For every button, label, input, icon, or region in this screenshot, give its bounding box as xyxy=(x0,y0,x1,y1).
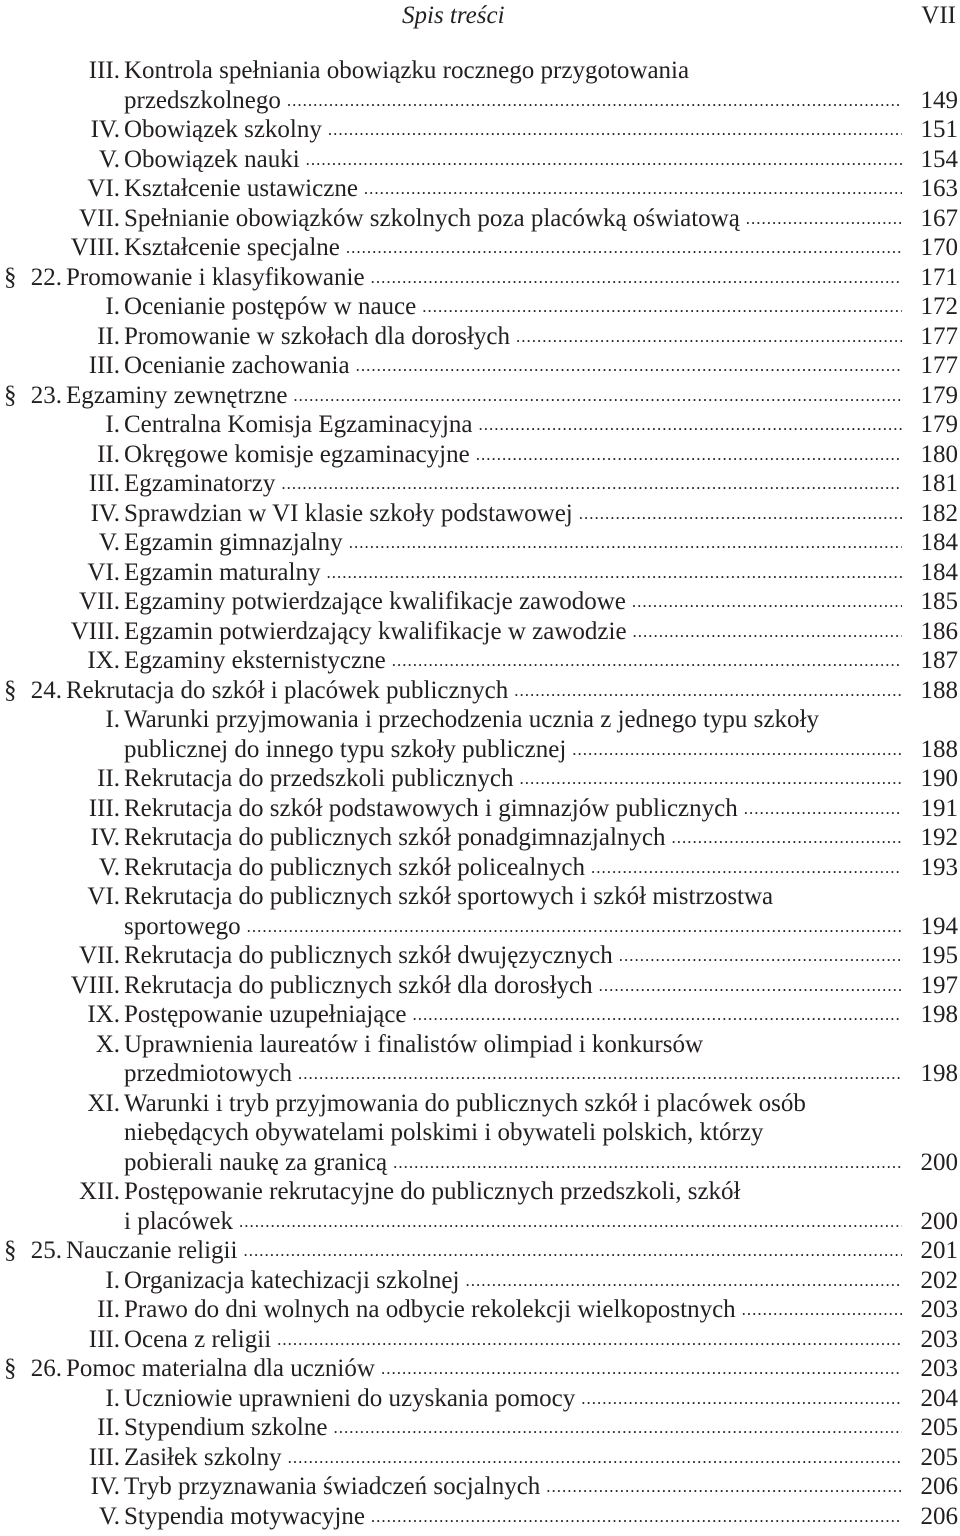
entry-number: I. xyxy=(105,411,120,438)
entry-number: 25. xyxy=(30,1237,62,1264)
toc-subentry xyxy=(0,823,960,853)
dot-leader xyxy=(381,1354,902,1384)
page-reference: 170 xyxy=(920,234,958,261)
page-reference: 206 xyxy=(920,1473,958,1500)
dot-leader xyxy=(579,499,902,529)
entry-number: II. xyxy=(97,1296,120,1323)
dot-leader xyxy=(393,1148,902,1178)
page-reference: 202 xyxy=(920,1266,958,1294)
page-reference: 182 xyxy=(920,499,958,527)
page-reference: 154 xyxy=(920,145,958,173)
page-reference: 187 xyxy=(920,647,958,674)
toc-subentry xyxy=(0,1118,960,1148)
entry-title: Rekrutacja do publicznych szkół policealnych xyxy=(124,853,585,881)
running-title: Spis treści xyxy=(402,2,505,29)
page-reference: 203 xyxy=(920,1325,958,1353)
page-reference: 204 xyxy=(920,1384,958,1412)
page-reference: 167 xyxy=(920,204,958,232)
entry-number: III. xyxy=(88,57,120,84)
page-reference: 185 xyxy=(920,588,958,615)
page-reference: 200 xyxy=(920,1207,958,1235)
toc-subentry xyxy=(0,1266,960,1296)
entry-number: IV. xyxy=(90,116,120,143)
entry-number: VI. xyxy=(87,558,120,586)
section-sign: § xyxy=(4,676,17,704)
entry-number: I. xyxy=(105,706,120,733)
dot-leader xyxy=(572,735,902,765)
entry-title: Spełnianie obowiązków szkolnych poza placówką oświatową xyxy=(124,204,740,232)
entry-title: Rekrutacja do publicznych szkół ponadgimnazjalnych xyxy=(124,824,666,851)
toc-subentry xyxy=(0,1148,960,1178)
page-reference: 149 xyxy=(920,86,958,114)
entry-title: Kontrola spełniania obowiązku rocznego przygotowania xyxy=(124,57,690,84)
entry-number: 23. xyxy=(30,381,62,409)
toc-section-entry xyxy=(0,1354,960,1384)
section-sign: § xyxy=(4,381,17,409)
entry-number: V. xyxy=(98,853,120,881)
entry-number: IV. xyxy=(90,1473,120,1500)
toc-subentry xyxy=(0,1089,960,1119)
section-sign: § xyxy=(4,1355,17,1382)
page-reference: 177 xyxy=(920,322,958,350)
entry-number: 24. xyxy=(30,676,62,704)
toc-subentry xyxy=(0,115,960,145)
dot-leader xyxy=(619,941,902,971)
entry-number: II. xyxy=(97,440,120,468)
entry-title: Rekrutacja do publicznych szkół sportowych i szkół mistrzostwa xyxy=(124,883,774,910)
toc-subentry xyxy=(0,1059,960,1089)
entry-number: VIII. xyxy=(70,617,120,645)
dot-leader xyxy=(239,1207,902,1237)
dot-leader xyxy=(326,558,902,588)
dot-leader xyxy=(479,410,903,440)
entry-number: III. xyxy=(88,1443,120,1471)
entry-number: I. xyxy=(105,1266,120,1294)
toc-subentry xyxy=(0,853,960,883)
entry-number: 22. xyxy=(30,263,62,291)
toc-subentry xyxy=(0,705,960,735)
entry-title: Kształcenie specjalne xyxy=(124,234,340,261)
entry-number: VII. xyxy=(79,942,120,969)
page-reference: 180 xyxy=(920,440,958,468)
entry-title: Promowanie w szkołach dla dorosłych xyxy=(124,322,511,350)
dot-leader xyxy=(277,1325,902,1355)
running-header xyxy=(0,0,960,34)
table-of-contents xyxy=(0,56,960,1531)
page-reference: 171 xyxy=(920,263,958,291)
entry-title: Organizacja katechizacji szkolnej xyxy=(124,1266,460,1294)
entry-title: Egzamin maturalny xyxy=(124,558,321,586)
entry-title: Stypendium szkolne xyxy=(124,1414,328,1441)
dot-leader xyxy=(392,646,902,676)
entry-number: IV. xyxy=(90,824,120,851)
entry-title: Tryb przyznawania świadczeń socjalnych xyxy=(124,1473,541,1500)
toc-subentry xyxy=(0,735,960,765)
dot-leader xyxy=(364,174,902,204)
entry-title: Sprawdzian w VI klasie szkoły podstawowej xyxy=(124,499,573,527)
entry-title: Okręgowe komisje egzaminacyjne xyxy=(124,440,470,468)
toc-subentry xyxy=(0,912,960,942)
entry-number: I. xyxy=(105,293,120,320)
entry-title: Prawo do dni wolnych na odbycie rekolekcji wielkopostnych xyxy=(124,1296,736,1323)
entry-title: niebędących obywatelami polskimi i obywateli polskich, którzy xyxy=(124,1119,764,1146)
entry-title: Uczniowie uprawnieni do uzyskania pomocy xyxy=(124,1384,576,1412)
entry-title: Rekrutacja do szkół podstawowych i gimnazjów publicznych xyxy=(124,794,738,822)
toc-subentry xyxy=(0,1384,960,1414)
entry-number: V. xyxy=(98,145,120,173)
toc-subentry xyxy=(0,322,960,352)
entry-title: Warunki i tryb przyjmowania do publicznych szkół i placówek osób xyxy=(124,1089,806,1117)
dot-leader xyxy=(465,1266,902,1296)
dot-leader xyxy=(306,145,902,175)
entry-title: Pomoc materialna dla uczniów xyxy=(66,1355,375,1382)
page-reference: 179 xyxy=(920,411,958,438)
entry-number: VIII. xyxy=(70,234,120,261)
dot-leader xyxy=(413,1000,902,1030)
page-reference: 188 xyxy=(920,676,958,704)
dot-leader xyxy=(281,469,902,499)
page-reference: 191 xyxy=(920,794,958,822)
entry-title: publicznej do innego typu szkoły publicznej xyxy=(124,735,567,763)
toc-subentry xyxy=(0,1030,960,1060)
entry-title: Zasiłek szkolny xyxy=(124,1443,282,1471)
page-reference: 192 xyxy=(920,824,958,851)
toc-subentry xyxy=(0,292,960,322)
dot-leader xyxy=(599,971,902,1001)
entry-number: I. xyxy=(105,1384,120,1412)
dot-leader xyxy=(516,322,902,352)
toc-subentry xyxy=(0,794,960,824)
dot-leader xyxy=(346,233,902,263)
entry-title: Ocenianie postępów w nauce xyxy=(124,293,417,320)
toc-subentry xyxy=(0,1502,960,1532)
entry-title: Egzamin gimnazjalny xyxy=(124,529,343,556)
entry-title: przedmiotowych xyxy=(124,1060,293,1087)
dot-leader xyxy=(349,528,902,558)
entry-number: V. xyxy=(98,529,120,556)
page-reference: 201 xyxy=(920,1237,958,1264)
dot-leader xyxy=(746,204,902,234)
toc-subentry xyxy=(0,1413,960,1443)
section-sign: § xyxy=(4,1237,17,1264)
toc-subentry xyxy=(0,1000,960,1030)
toc-subentry xyxy=(0,764,960,794)
dot-leader xyxy=(633,617,902,647)
dot-leader xyxy=(742,1295,902,1325)
page-reference: 198 xyxy=(920,1060,958,1087)
entry-number: VII. xyxy=(79,204,120,232)
page-reference: 206 xyxy=(920,1502,958,1530)
page-reference: 186 xyxy=(920,617,958,645)
section-sign: § xyxy=(4,263,17,291)
toc-subentry xyxy=(0,617,960,647)
dot-leader xyxy=(519,764,902,794)
dot-leader xyxy=(288,1443,902,1473)
page-reference: 188 xyxy=(920,735,958,763)
entry-title: Rekrutacja do przedszkoli publicznych xyxy=(124,765,514,792)
toc-subentry xyxy=(0,410,960,440)
entry-title: Nauczanie religii xyxy=(66,1237,238,1264)
page-reference: 205 xyxy=(920,1443,958,1471)
dot-leader xyxy=(546,1472,902,1502)
dot-leader xyxy=(632,587,902,617)
entry-title: Promowanie i klasyfikowanie xyxy=(66,263,365,291)
toc-subentry xyxy=(0,469,960,499)
page-reference: 194 xyxy=(920,912,958,940)
dot-leader xyxy=(371,1502,902,1532)
page-reference: 203 xyxy=(920,1355,958,1382)
entry-title: Egzaminy eksternistyczne xyxy=(124,647,386,674)
entry-number: IX. xyxy=(87,647,120,674)
toc-subentry xyxy=(0,528,960,558)
toc-subentry xyxy=(0,499,960,529)
page-reference: 198 xyxy=(920,1001,958,1028)
entry-title: Egzaminy zewnętrzne xyxy=(66,381,288,409)
toc-section-entry xyxy=(0,1236,960,1266)
entry-title: Egzaminatorzy xyxy=(124,470,276,497)
entry-number: III. xyxy=(88,352,120,379)
toc-subentry xyxy=(0,558,960,588)
entry-title: Stypendia motywacyjne xyxy=(124,1502,365,1530)
toc-subentry xyxy=(0,1443,960,1473)
dot-leader xyxy=(514,676,902,706)
dot-leader xyxy=(333,1413,902,1443)
toc-subentry xyxy=(0,941,960,971)
page-reference: 193 xyxy=(920,853,958,881)
toc-subentry xyxy=(0,882,960,912)
toc-subentry xyxy=(0,1295,960,1325)
dot-leader xyxy=(247,912,902,942)
toc-subentry xyxy=(0,1472,960,1502)
entry-title: Rekrutacja do publicznych szkół dla dorosłych xyxy=(124,971,593,999)
entry-title: przedszkolnego xyxy=(124,86,281,114)
page-reference: 200 xyxy=(920,1148,958,1176)
toc-subentry xyxy=(0,145,960,175)
entry-number: III. xyxy=(88,1325,120,1353)
entry-title: i placówek xyxy=(124,1207,233,1235)
entry-title: Rekrutacja do szkół i placówek publicznych xyxy=(66,676,509,704)
page-reference: 203 xyxy=(920,1296,958,1323)
page-reference: 163 xyxy=(920,175,958,202)
page-reference: 181 xyxy=(920,470,958,497)
entry-number: 26. xyxy=(30,1355,62,1382)
entry-title: Obowiązek nauki xyxy=(124,145,300,173)
entry-number: VI. xyxy=(87,883,120,910)
entry-number: VI. xyxy=(87,175,120,202)
toc-subentry xyxy=(0,1325,960,1355)
toc-subentry xyxy=(0,86,960,116)
dot-leader xyxy=(287,86,902,116)
entry-title: Uprawnienia laureatów i finalistów olimpiad i konkursów xyxy=(124,1030,704,1058)
entry-title: Kształcenie ustawiczne xyxy=(124,175,358,202)
dot-leader xyxy=(591,853,902,883)
dot-leader xyxy=(243,1236,902,1266)
page-reference: 195 xyxy=(920,942,958,969)
entry-title: Obowiązek szkolny xyxy=(124,116,322,143)
dot-leader xyxy=(672,823,903,853)
page-reference: 184 xyxy=(920,558,958,586)
page-reference: 172 xyxy=(920,293,958,320)
entry-title: Egzamin potwierdzający kwalifikacje w zawodzie xyxy=(124,617,627,645)
toc-subentry xyxy=(0,1207,960,1237)
entry-title: pobierali naukę za granicą xyxy=(124,1148,388,1176)
toc-section-entry xyxy=(0,676,960,706)
entry-number: III. xyxy=(88,470,120,497)
toc-subentry xyxy=(0,1177,960,1207)
entry-number: II. xyxy=(97,1414,120,1441)
entry-number: V. xyxy=(98,1502,120,1530)
toc-section-entry xyxy=(0,381,960,411)
dot-leader xyxy=(328,115,902,145)
page-reference: 151 xyxy=(920,116,958,143)
toc-subentry xyxy=(0,587,960,617)
entry-title: Warunki przyjmowania i przechodzenia ucznia z jednego typu szkoły xyxy=(124,706,819,733)
entry-title: Rekrutacja do publicznych szkół dwujęzycznych xyxy=(124,942,613,969)
entry-number: II. xyxy=(97,765,120,792)
dot-leader xyxy=(293,381,902,411)
toc-subentry xyxy=(0,174,960,204)
entry-title: Centralna Komisja Egzaminacyjna xyxy=(124,411,473,438)
page-reference: 179 xyxy=(920,381,958,409)
entry-title: Ocenianie zachowania xyxy=(124,352,350,379)
entry-number: IV. xyxy=(90,499,120,527)
entry-title: sportowego xyxy=(124,912,241,940)
page-reference: 197 xyxy=(920,971,958,999)
toc-subentry xyxy=(0,971,960,1001)
page-reference: 177 xyxy=(920,352,958,379)
entry-number: IX. xyxy=(87,1001,120,1028)
page-reference: 190 xyxy=(920,765,958,792)
entry-number: VIII. xyxy=(70,971,120,999)
dot-leader xyxy=(356,351,902,381)
page-number: VII xyxy=(921,2,956,29)
dot-leader xyxy=(422,292,902,322)
toc-subentry xyxy=(0,646,960,676)
page-reference: 205 xyxy=(920,1414,958,1441)
entry-title: Egzaminy potwierdzające kwalifikacje zawodowe xyxy=(124,588,626,615)
dot-leader xyxy=(476,440,902,470)
toc-subentry xyxy=(0,351,960,381)
toc-section-entry xyxy=(0,263,960,293)
entry-number: III. xyxy=(88,794,120,822)
toc-subentry xyxy=(0,440,960,470)
entry-number: VII. xyxy=(79,588,120,615)
toc-subentry xyxy=(0,204,960,234)
dot-leader xyxy=(744,794,902,824)
entry-title: Postępowanie rekrutacyjne do publicznych przedszkoli, szkół xyxy=(124,1178,741,1205)
page-reference: 184 xyxy=(920,529,958,556)
dot-leader xyxy=(581,1384,902,1414)
dot-leader xyxy=(298,1059,902,1089)
entry-title: Postępowanie uzupełniające xyxy=(124,1001,407,1028)
dot-leader xyxy=(371,263,902,293)
toc-subentry xyxy=(0,56,960,86)
entry-number: XI. xyxy=(87,1089,120,1117)
toc-subentry xyxy=(0,233,960,263)
entry-title: Ocena z religii xyxy=(124,1325,272,1353)
entry-number: X. xyxy=(95,1030,120,1058)
entry-number: XII. xyxy=(79,1178,120,1205)
entry-number: II. xyxy=(97,322,120,350)
